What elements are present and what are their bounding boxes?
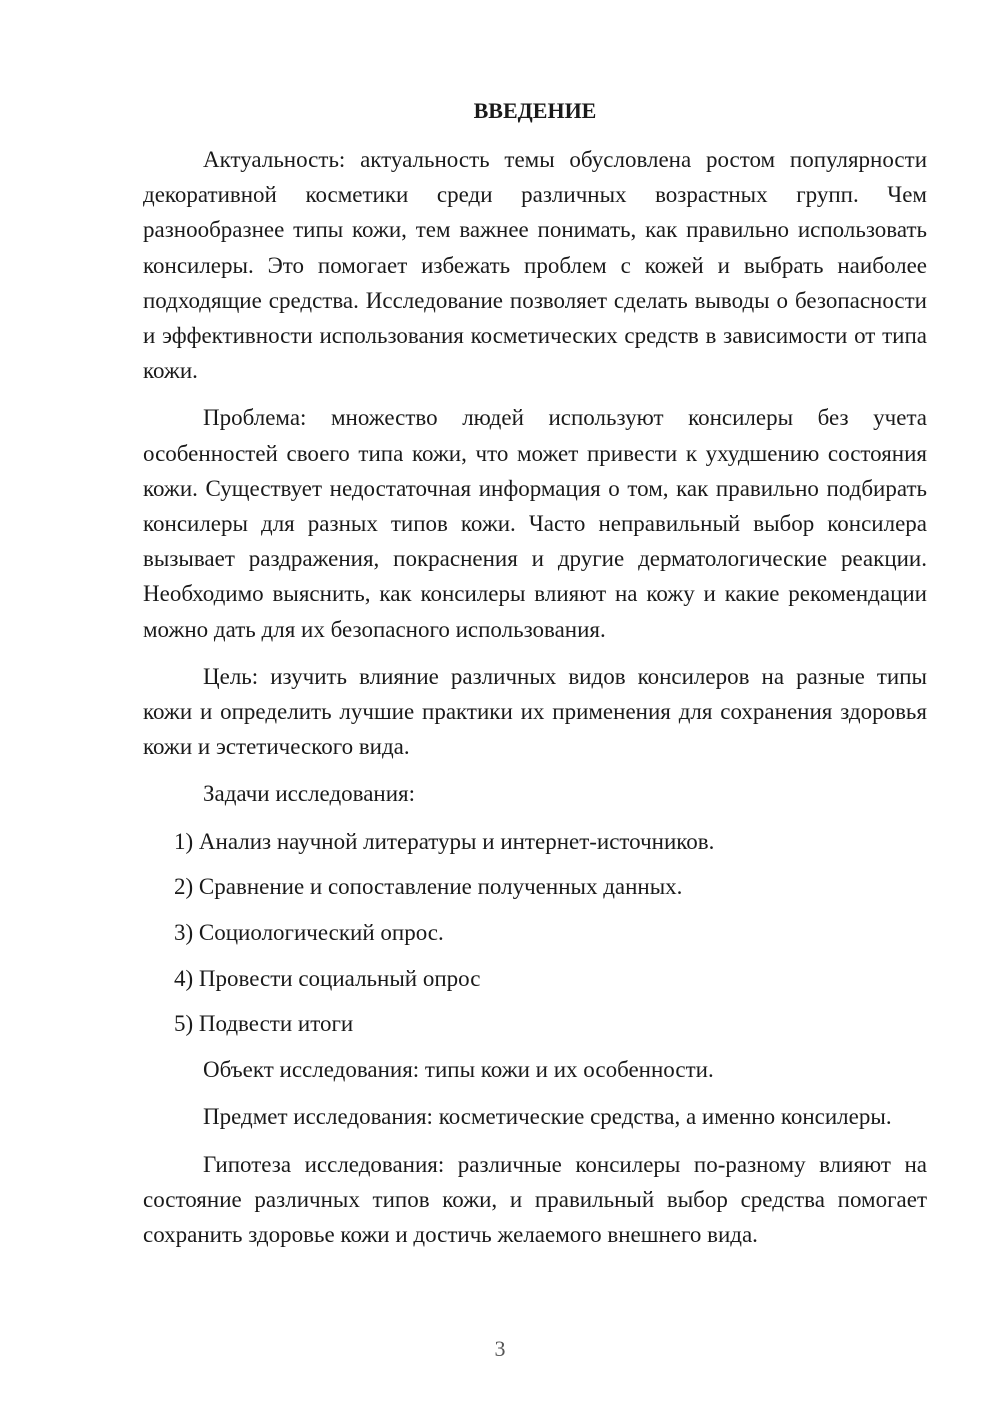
paragraph-object: Объект исследования: типы кожи и их особенности. [203,1057,714,1083]
page-content [143,96,927,1264]
paragraph-problem: Проблема: множество людей используют консилеры без учета особенностей своего типа кожи, что может привести к ухудшению состояния кожи. Существует недостаточная информация о том, как правильно подбирать консилеры для разных типов кожи. Часто неправильный выбор консилера вызывает раздражения, покраснения и другие дерматологические реакции. Необходимо выяснить, как консилеры влияют на кожу и какие рекомендации можно дать для их безопасного использования. [143,405,927,642]
page-number: 3 [494,1336,506,1361]
list-item: 5) Подвести итоги [174,1011,354,1037]
list-item: 1) Анализ научной литературы и интернет-источников. [174,828,715,854]
tasks-list [143,824,927,1042]
page-title: ВВЕДЕНИЕ [473,98,597,123]
paragraph-goal: Цель: изучить влияние различных видов консилеров на разные типы кожи и определить лучшие практики их применения для сохранения здоровья кожи и эстетического вида. [143,663,927,760]
paragraph-subject: Предмет исследования: косметические средства, а именно консилеры. [203,1104,892,1130]
list-item: 4) Провести социальный опрос [174,965,481,991]
tasks-heading: Задачи исследования: [203,781,416,807]
list-item: 3) Социологический опрос. [174,920,444,946]
paragraph-hypothesis: Гипотеза исследования: различные консилеры по-разному влияют на состояние различных типов кожи, и правильный выбор средства помогает сохранить здоровье кожи и достичь желаемого внешнего вида. [143,1151,927,1247]
list-item: 2) Сравнение и сопоставление полученных данных. [174,874,683,900]
paragraph-relevance: Актуальность: актуальность темы обусловлена ростом популярности декоративной косметики среди различных возрастных групп. Чем разнообразнее типы кожи, тем важнее понимать, как правильно использовать консилеры. Это помогает избежать проблем с кожей и выбрать наиболее подходящие средства. Исследование позволяет сделать выводы о безопасности и эффективности использования косметических средств в зависимости от типа кожи. [143,147,927,384]
